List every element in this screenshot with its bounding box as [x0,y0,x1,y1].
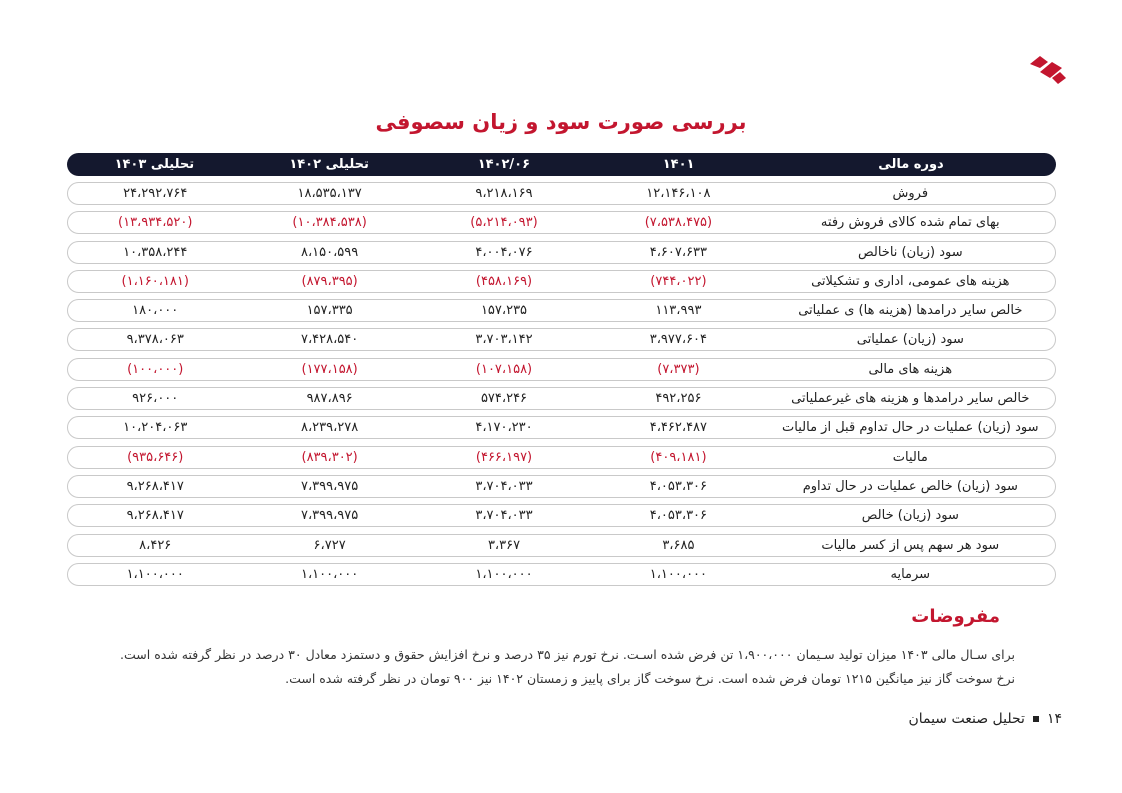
table-row [67,563,1056,586]
page-number: ۱۴ [1046,711,1062,727]
row-value: ۱،۱۰۰،۰۰۰ [649,566,708,582]
page-title: بررسی صورت سود و زیان سصوفی [375,110,747,134]
row-value: (۱۰۰،۰۰۰) [127,361,184,377]
table-row [67,328,1056,351]
assumptions-text: برای سـال مالی ۱۴۰۳ میزان تولید سـیمان ۱،۹۰۰،۰۰۰ تن فرض شده اسـت. نرخ تورم نیز ۳۵ درصد و نرخ افزایش حقوق و دستمزد معادل ۳۰ درصد در نظر گرفته شده است. نرخ سوخت گاز نیز میانگین ۱۲۱۵ تومان فرض شده است. نرخ سوخت گاز برای پاییز و زمستان ۱۴۰۲ نیز ۹۰۰ تومان در نظر گرفته شده است. [120,647,1015,686]
row-value: ۴،۰۵۳،۳۰۶ [649,508,708,524]
row-value: ۸،۴۲۶ [139,537,172,553]
row-value: ۳،۹۷۷،۶۰۴ [649,332,708,348]
table-row [67,241,1056,264]
table-row [67,358,1056,381]
row-label: مالیات [892,449,928,465]
row-value: (۴۶۶،۱۹۷) [475,449,533,465]
table-row [67,504,1056,527]
row-label: سود (زیان) خالص [861,508,959,524]
row-value: (۸۳۹،۳۰۲) [301,449,358,465]
row-value: ۱۰،۳۵۸،۲۴۴ [123,244,188,260]
row-value: (۸۷۹،۳۹۵) [301,273,358,289]
row-value: (۱۰،۳۸۴،۵۳۸) [292,215,367,231]
income-statement-table [67,153,1056,592]
row-value: ۷،۳۹۹،۹۷۵ [300,478,359,494]
brand-logo-icon [1026,52,1068,86]
row-value: ۱،۱۰۰،۰۰۰ [126,566,184,582]
row-label: سود هر سهم پس از کسر مالیات [821,537,1000,553]
row-label: خالص سایر درامدها و هزینه های غیرعملیاتی [791,391,1030,407]
row-label: سرمایه [890,566,931,582]
row-value: (۷،۳۷۳) [657,361,700,377]
row-label: فروش [892,186,929,201]
row-value: (۵،۲۱۴،۰۹۳) [470,215,538,231]
row-value: ۱،۱۰۰،۰۰۰ [475,566,533,582]
row-value: ۴،۱۷۰،۲۳۰ [475,420,533,436]
row-value: ۳،۶۸۵ [662,537,695,553]
row-value: ۱۰،۲۰۴،۰۶۳ [123,420,188,436]
row-value: ۹،۲۱۸،۱۶۹ [475,186,533,201]
row-value: ۳،۷۰۳،۱۴۲ [475,332,533,348]
bullet-icon [1033,716,1039,722]
page-footer [908,711,1062,727]
table-row [67,270,1056,293]
footer-section: تحلیل صنعت سیمان [908,711,1025,727]
row-value: ۳،۷۰۴،۰۳۳ [475,508,533,524]
row-label: هزینه های عمومی، اداری و تشکیلاتی [811,273,1010,289]
row-value: ۴،۶۰۷،۶۳۳ [649,244,708,260]
table-row [67,475,1056,498]
table-row [67,299,1056,322]
header-1401: ۱۴۰۱ [662,157,695,172]
row-value: ۱۸،۵۳۵،۱۳۷ [297,186,362,201]
table-row [67,446,1056,469]
row-label: سود (زیان) عملیاتی [856,332,964,348]
row-label: سود (زیان) عملیات در حال تداوم قبل از مالیات [782,420,1039,436]
row-value: ۳،۳۶۷ [487,537,521,553]
row-label: بهای تمام شده کالای فروش رفته [820,215,1000,231]
row-value: (۱۷۷،۱۵۸) [301,361,358,377]
row-value: ۶،۷۲۷ [313,537,346,553]
row-label: خالص سایر درامدها (هزینه ها) ی عملیاتی [798,303,1023,319]
row-label: هزینه های مالی [868,361,953,377]
row-value: (۱،۱۶۰،۱۸۱) [121,273,189,289]
row-value: ۴۹۲،۲۵۶ [655,391,702,407]
table-row [67,416,1056,439]
table-row [67,534,1056,557]
row-label: سود (زیان) خالص عملیات در حال تداوم [802,478,1018,494]
row-value: ۸،۱۵۰،۵۹۹ [300,244,359,260]
row-value: (۴۰۹،۱۸۱) [650,449,707,465]
row-value: ۱،۱۰۰،۰۰۰ [300,566,359,582]
row-value: ۱۸۰،۰۰۰ [132,303,179,319]
table-row [67,387,1056,410]
row-value: ۱۵۷،۳۳۵ [306,303,353,319]
row-value: (۱۳،۹۳۴،۵۲۰) [118,215,193,231]
row-value: ۹،۳۷۸،۰۶۳ [126,332,184,348]
table-row [67,211,1056,234]
row-value: ۹،۲۶۸،۴۱۷ [126,508,184,524]
row-value: (۴۵۸،۱۶۹) [475,273,533,289]
row-value: (۹۳۵،۶۴۶) [127,449,184,465]
row-value: ۴،۰۵۳،۳۰۶ [649,478,708,494]
header-1403-analysis: تحلیلی ۱۴۰۳ [114,157,195,172]
row-value: ۷،۳۹۹،۹۷۵ [300,508,359,524]
row-value: ۷،۴۲۸،۵۴۰ [300,332,359,348]
row-value: (۷،۵۳۸،۴۷۵) [644,215,713,231]
assumptions-title: مفروضات [911,606,1000,627]
row-value: ۸،۲۳۹،۲۷۸ [300,420,359,436]
row-value: ۵۷۴،۲۴۶ [480,391,528,407]
row-value: ۴،۰۰۴،۰۷۶ [475,244,533,260]
row-value: ۳،۷۰۴،۰۳۳ [475,478,533,494]
row-value: ۹،۲۶۸،۴۱۷ [126,478,184,494]
row-label: سود (زیان) ناخالص [857,244,963,260]
row-value: (۷۴۴،۰۲۲) [650,273,707,289]
row-value: ۹۸۷،۸۹۶ [306,391,353,407]
header-period: دوره مالی [878,157,944,172]
row-value: ۱۲،۱۴۶،۱۰۸ [646,186,711,201]
header-1402-analysis: تحلیلی ۱۴۰۲ [289,157,369,172]
row-value: ۴،۴۶۲،۴۸۷ [649,420,708,436]
row-value: ۲۴،۲۹۲،۷۶۴ [123,186,188,201]
row-value: ۱۵۷،۲۳۵ [480,303,528,319]
header-1402-06: ۱۴۰۲/۰۶ [477,157,531,172]
table-row [67,182,1056,205]
row-value: (۱۰۷،۱۵۸) [475,361,533,377]
row-value: ۱۱۳،۹۹۳ [655,303,702,319]
row-value: ۹۲۶،۰۰۰ [132,391,179,407]
table-header [67,153,1056,176]
